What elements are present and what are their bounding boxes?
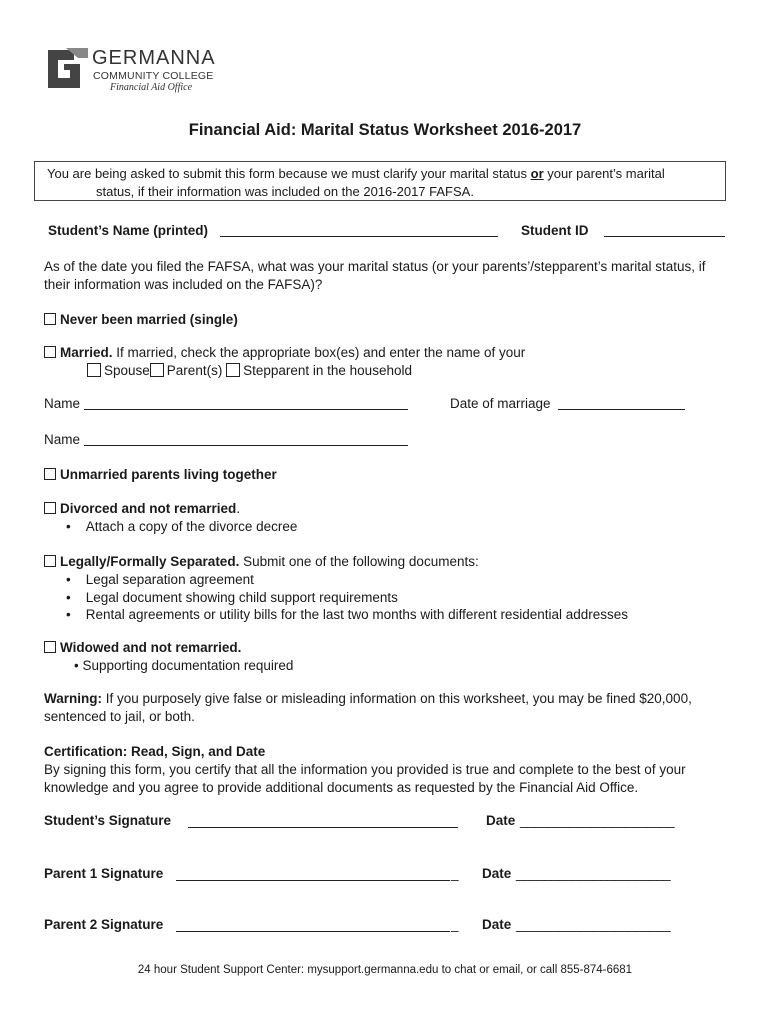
option-divorced[interactable] [44,500,240,518]
student-signature-label: Student’s Signature [44,813,172,828]
list-item: Attach a copy of the divorce decree [85,519,298,534]
notice-text: You are being asked to submit this form because we must clarify your marital status [47,166,531,181]
bullet: • [66,519,71,534]
notice-line-2: status, if their information was included on the 2016-2017 FAFSA. [96,184,474,199]
footer-support-line: 24 hour Student Support Center: mysupport.germanna.edu to chat or email, or call 855-874-6681 [137,964,633,976]
notice-text-end: your parent’s marital [543,166,665,181]
bullet-list-divorced [66,518,297,536]
student-name-label: Student’s Name (printed) [48,223,209,238]
name-label-1: Name [44,396,81,411]
logo-office: Financial Aid Office [110,82,193,93]
date-of-marriage-label: Date of marriage [450,396,551,411]
never-married-label: Never been married (single) [60,312,238,327]
name-field-2[interactable] [84,445,408,446]
certification-line-1: By signing this form, you certify that all the information you provided is true and complete to the best of your [44,762,686,777]
parent1-date-field[interactable]: ______________________ [516,866,671,881]
divorced-label: Divorced and not remarried [60,501,237,516]
student-id-label: Student ID [521,223,589,238]
never-married-checkbox[interactable] [44,313,56,325]
warning-text: If you purposely give false or misleading information on this worksheet, you may be fined $20,000, [102,691,692,706]
separated-label: Legally/Formally Separated. [60,554,240,569]
bullet: • [66,572,71,587]
married-relationship-row [87,362,412,380]
stepparent-label: Stepparent in the household [243,363,412,378]
parents-label: Parent(s) [166,363,223,378]
student-date-field[interactable]: ______________________ [520,813,675,828]
student-name-field[interactable] [220,236,498,237]
student-id-field[interactable] [604,236,725,237]
list-item [66,589,628,607]
name-field-1[interactable] [84,409,408,410]
warning-paragraph [44,690,744,726]
stepparent-checkbox[interactable] [226,363,240,377]
unmarried-label: Unmarried parents living together [60,467,277,482]
parents-checkbox[interactable] [150,363,164,377]
option-never-married[interactable] [44,311,238,329]
list-item [66,606,628,624]
option-unmarried-living-together[interactable] [44,466,277,484]
warning-line-1 [44,690,744,708]
spouse-label: Spouse [104,363,150,378]
notice-emphasis: or [530,166,544,181]
marital-status-question: As of the date you filed the FAFSA, what was your marital status (or your parents’/stepparent’s marital status, if their information was included on the FAFSA)? [44,259,706,292]
unmarried-checkbox[interactable] [44,468,56,480]
divorced-dot: . [236,501,241,516]
warning-label: Warning: [44,691,102,706]
certification-heading: Certification: Read, Sign, and Date [44,744,266,759]
page-title: Financial Aid: Marital Status Worksheet 2016-2017 [188,121,582,139]
bullet: • [74,658,79,673]
separated-instructions: Submit one of the following documents: [239,554,479,569]
married-instructions: If married, check the appropriate box(es) and enter the name of your [112,345,526,360]
student-date-label: Date [486,813,516,828]
certification-section [44,743,754,797]
bullet-list-separated [66,571,628,624]
list-item-text: Legal separation agreement [85,572,254,587]
married-checkbox[interactable] [44,346,56,358]
option-separated[interactable] [44,553,479,571]
parent2-signature-field[interactable] [176,931,450,932]
married-label: Married. [60,345,113,360]
list-item-text: Rental agreements or utility bills for the last two months with different residential addresses [85,607,629,622]
notice-box [34,161,726,201]
divorced-checkbox[interactable] [44,502,56,514]
parent2-signature-end: _ [451,917,459,932]
separated-checkbox[interactable] [44,555,56,567]
parent2-date-field[interactable]: ______________________ [516,917,671,932]
parent1-signature-field[interactable] [176,880,450,881]
warning-line-2: sentenced to jail, or both. [44,709,195,724]
certification-line-2: knowledge and you agree to provide additional documents as requested by the Financial Aid Office. [44,780,639,795]
bullet: • [66,589,71,605]
spouse-checkbox[interactable] [87,363,101,377]
list-item: Supporting documentation required [82,658,294,673]
notice-line-1 [47,165,725,183]
parent2-signature-label: Parent 2 Signature [44,917,164,932]
widowed-label: Widowed and not remarried. [60,640,242,655]
option-widowed[interactable] [44,639,241,657]
logo-subtitle: COMMUNITY COLLEGE [93,70,214,82]
name-label-2: Name [44,432,81,447]
bullet: • [66,607,71,622]
date-of-marriage-field[interactable] [558,409,685,410]
parent2-date-label: Date [482,917,512,932]
bullet-list-widowed [74,657,293,675]
parent1-signature-label: Parent 1 Signature [44,866,164,881]
parent1-date-label: Date [482,866,512,881]
student-signature-field[interactable] [188,827,458,828]
option-married[interactable] [44,344,525,362]
list-item-text: Legal document showing child support requirements [85,589,398,605]
college-logo-mark-icon [44,46,90,92]
parent1-signature-end: _ [451,866,459,881]
list-item [66,571,628,589]
logo-name: GERMANNA [92,47,216,69]
widowed-checkbox[interactable] [44,641,56,653]
